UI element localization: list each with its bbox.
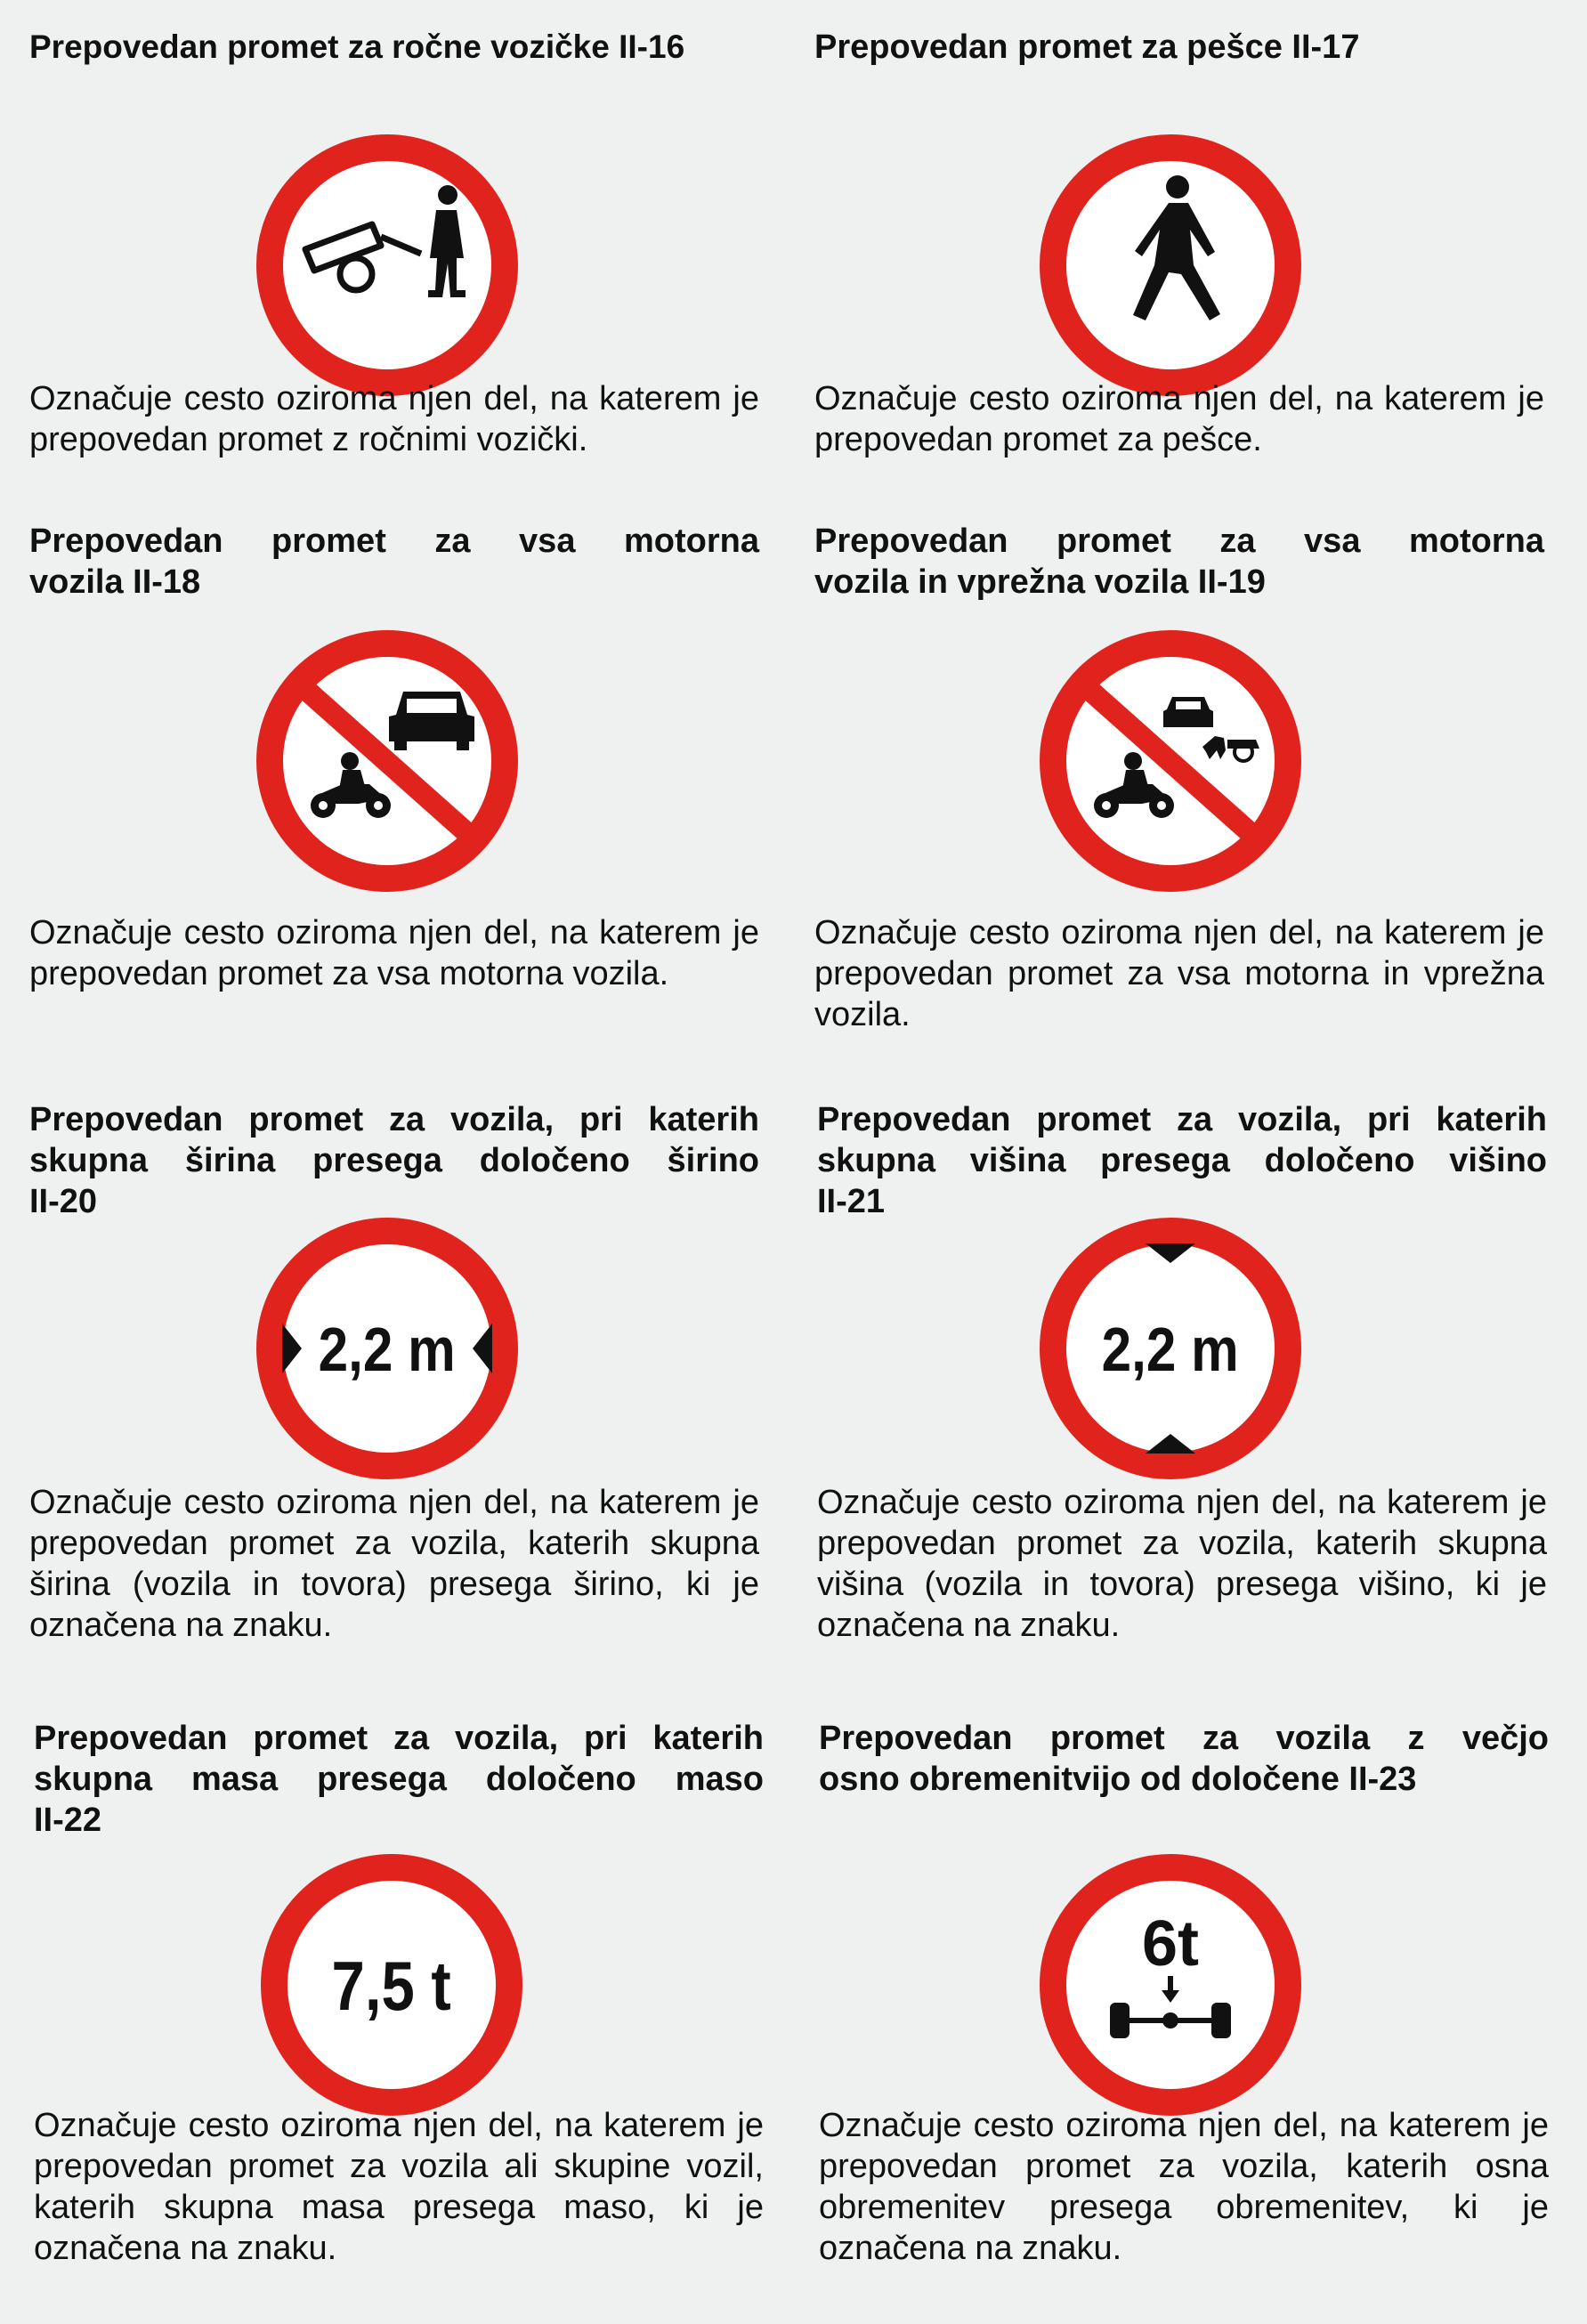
car-motorcycle-carriage-crossed-icon	[1037, 628, 1304, 895]
mass-limit-icon	[258, 1851, 525, 2118]
hand-cart-icon	[254, 132, 521, 399]
width-limit-icon	[254, 1215, 521, 1482]
sign-title	[29, 27, 759, 68]
sign-title-line: skupna širina presega določeno širino	[29, 1142, 759, 1179]
sign-value-text: 2,2 m	[318, 1314, 456, 1385]
sign-title-line: Prepovedan promet za vozila, pri katerih	[34, 1720, 764, 1757]
sign-title	[814, 521, 1544, 603]
sign-description: Označuje cesto oziroma njen del, na katerem je prepovedan promet za vsa motorna in vprežna vozila.	[814, 914, 1544, 1033]
sign-title-line: vozila II-18	[29, 563, 201, 601]
sign-entry-ii-23	[819, 1718, 1549, 2288]
sign-value-text: 6t	[1141, 1908, 1200, 1980]
sign-title-line: Prepovedan promet za vozila, pri katerih	[29, 1101, 759, 1138]
sign-entry-ii-22	[34, 1718, 764, 2288]
sign-title	[814, 27, 1544, 68]
sign-title-line: osno obremenitvijo od določene II-23	[819, 1761, 1417, 1798]
sign-title	[29, 1099, 759, 1222]
sign-title	[819, 1718, 1549, 1800]
height-limit-icon	[1037, 1215, 1304, 1482]
sign-description: Označuje cesto oziroma njen del, na katerem je prepovedan promet za vsa motorna vozila.	[29, 914, 759, 992]
sign-title-line: II-22	[34, 1802, 102, 1839]
sign-entry-ii-20	[29, 1099, 759, 1669]
sign-title	[817, 1099, 1547, 1222]
sign-entry-ii-18	[29, 521, 759, 1090]
sign-entry-ii-17	[814, 27, 1544, 596]
sign-title-line: Prepovedan promet za vozila, pri katerih	[817, 1101, 1547, 1138]
sign-entry-ii-19	[814, 521, 1544, 1090]
sign-title-line: Prepovedan promet za vsa motorna	[29, 522, 759, 560]
car-motorcycle-crossed-icon	[254, 628, 521, 895]
sign-title-line: II-20	[29, 1183, 98, 1220]
sign-description: Označuje cesto oziroma njen del, na katerem je prepovedan promet za vozila, katerih osna obremenitev presega obremenitev, ki je označena na znaku.	[819, 2107, 1549, 2267]
sign-description: Označuje cesto oziroma njen del, na katerem je prepovedan promet z ročnimi vozički.	[29, 380, 759, 458]
pedestrian-icon	[1037, 132, 1304, 399]
sign-value-text: 7,5 t	[331, 1947, 451, 2026]
sign-title	[29, 521, 759, 603]
sign-entry-ii-16	[29, 27, 759, 596]
sign-title	[34, 1718, 764, 1841]
sign-title-line: skupna masa presega določeno maso	[34, 1761, 764, 1798]
sign-description: Označuje cesto oziroma njen del, na katerem je prepovedan promet za vozila ali skupine vozil, katerih skupna masa presega maso, ki je označena na znaku.	[34, 2107, 764, 2267]
sign-title-line: Prepovedan promet za vsa motorna	[814, 522, 1544, 560]
sign-value-text: 2,2 m	[1101, 1314, 1239, 1385]
sign-description: Označuje cesto oziroma njen del, na katerem je prepovedan promet za pešce.	[814, 380, 1544, 458]
sign-title-line: Prepovedan promet za vozila z večjo	[819, 1720, 1549, 1757]
sign-title-line: skupna višina presega določeno višino	[817, 1142, 1547, 1179]
sign-description: Označuje cesto oziroma njen del, na katerem je prepovedan promet za vozila, katerih skupna višina (vozila in tovora) presega višino, ki je označena na znaku.	[817, 1484, 1547, 1644]
sign-title-line: Prepovedan promet za pešce II-17	[814, 28, 1360, 66]
sign-description: Označuje cesto oziroma njen del, na katerem je prepovedan promet za vozila, katerih skupna širina (vozila in tovora) presega širino, ki je označena na znaku.	[29, 1484, 759, 1644]
sign-title-line: II-21	[817, 1183, 886, 1220]
sign-title-line: vozila in vprežna vozila II-19	[814, 563, 1266, 601]
sign-entry-ii-21	[817, 1099, 1547, 1669]
sign-title-line: Prepovedan promet za ročne vozičke II-16	[29, 28, 685, 65]
axle-load-limit-icon	[1037, 1851, 1304, 2118]
